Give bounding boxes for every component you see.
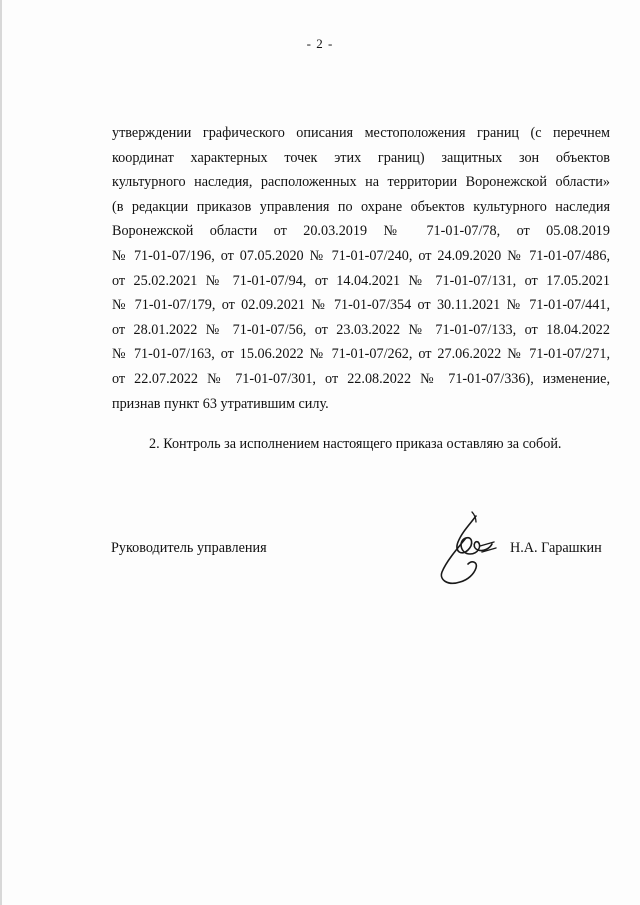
handwritten-signature xyxy=(432,510,502,590)
paragraph-1 xyxy=(112,121,610,416)
signatory-role: Руководитель управления xyxy=(111,540,267,556)
signatory-name: Н.А. Гарашкин xyxy=(510,540,602,556)
paragraph-1-line: от 22.07.2022 № 71-01-07/301, от 22.08.2022 № 71-01-07/336), изменение, xyxy=(112,370,610,387)
scan-edge xyxy=(0,0,2,905)
paragraph-1-line: утверждении графического описания местоположения границ (с перечнем xyxy=(112,125,610,141)
paragraph-1-line: культурного наследия, расположенных на территории Воронежской области» xyxy=(112,174,610,191)
paragraph-1-line: № 71-01-07/179, от 02.09.2021 № 71-01-07/354 от 30.11.2021 № 71-01-07/441, xyxy=(112,297,610,314)
paragraph-2: 2. Контроль за исполнением настоящего приказа оставляю за собой. xyxy=(149,436,562,452)
paragraph-1-line: № 71-01-07/196, от 07.05.2020 № 71-01-07/240, от 24.09.2020 № 71-01-07/486, xyxy=(112,247,610,264)
page-number: - 2 - xyxy=(306,36,334,51)
paragraph-1-line: № 71-01-07/163, от 15.06.2022 № 71-01-07/262, от 27.06.2022 № 71-01-07/271, xyxy=(112,346,610,363)
paragraph-1-line: (в редакции приказов управления по охране объектов культурного наследия xyxy=(112,198,610,215)
paragraph-1-line: координат характерных точек этих границ) защитных зон объектов xyxy=(112,149,610,166)
paragraph-1-line: от 25.02.2021 № 71-01-07/94, от 14.04.2021 № 71-01-07/131, от 17.05.2021 xyxy=(112,272,610,289)
paragraph-1-line: от 28.01.2022 № 71-01-07/56, от 23.03.2022 № 71-01-07/133, от 18.04.2022 xyxy=(112,321,610,338)
paragraph-1-line: признав пункт 63 утратившим силу. xyxy=(112,395,329,412)
paragraph-1-line: Воронежской области от 20.03.2019 № 71-01-07/78, от 05.08.2019 xyxy=(112,223,610,240)
